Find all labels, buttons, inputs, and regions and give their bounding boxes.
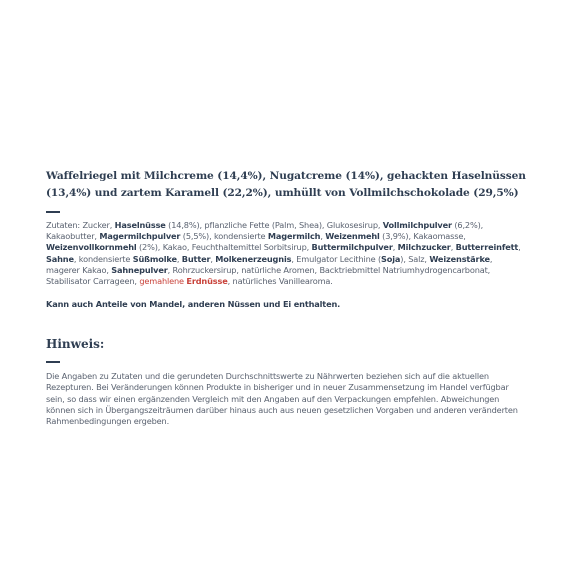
allergen-ingredient: Vollmilchpulver: [382, 220, 452, 230]
allergen-warning-text: gemahlene: [139, 276, 187, 287]
product-info-section: [46, 168, 528, 427]
ingredient-text: ,: [320, 231, 326, 242]
ingredient-text: (6,2%), Kakaobutter,: [46, 220, 484, 242]
allergen-ingredient: Weizenmehl: [325, 231, 380, 242]
allergen-ingredient: Süßmolke: [132, 253, 177, 264]
allergen-ingredient: Magermilch: [267, 231, 321, 242]
ingredient-text: , Emulgator Lecithine (: [291, 253, 382, 264]
allergen-ingredient: Butterreinfett: [455, 242, 519, 253]
title-underline-divider: [46, 211, 60, 213]
allergen-ingredient: Milchzucker: [397, 242, 451, 253]
ingredient-text: , magerer Kakao,: [46, 253, 493, 275]
notice-text: Die Angaben zu Zutaten und die gerundeten Durchschnittswerte zu Nährwerten beziehen sich auf die aktuellen Rezepturen. Bei Veränderungen können Produkte in bisheriger und in neuer Zusammensetzung im Handel verfügbar sein, so dass wir einen ergänzenden Vergleich mit den Angaben auf den Verpackungen empfehlen. Abweichungen können sich in Übergangszeiträumen darüber hinaus auch aus neuen gesetzlichen Vorgaben und anderen veränderten Rahmenbedingungen ergeben.: [46, 371, 518, 427]
ingredient-text: ,: [176, 253, 182, 264]
allergen-ingredient: Weizenvollkornmehl: [46, 242, 137, 253]
allergen-ingredient: Molkenerzeugnis: [215, 253, 292, 264]
ingredient-text: ,: [210, 253, 216, 264]
allergen-ingredient: Buttermilchpulver: [311, 242, 393, 253]
allergen-warning-ingredient: Erdnüsse: [186, 276, 228, 287]
ingredient-text: ,: [392, 242, 398, 253]
allergen-ingredient: Sahne: [46, 253, 74, 264]
ingredient-text: (14,8%), pflanzliche Fette (Palm, Shea), Glukosesirup,: [165, 220, 383, 230]
allergen-ingredient: Weizenstärke: [429, 253, 490, 264]
ingredient-text: , natürliches Vanillearoma.: [227, 276, 333, 287]
ingredient-text: ,: [450, 242, 456, 253]
ingredient-text: , Rohrzuckersirup, natürliche Aromen, Backtriebmittel Natriumhydrogencarbonat, Stabilisator Carrageen,: [46, 264, 491, 287]
allergen-ingredient: Butter: [181, 253, 211, 264]
ingredient-text: (2%), Kakao, Feuchthaltemittel Sorbitsirup,: [136, 242, 312, 253]
allergen-ingredient: Haselnüsse: [114, 220, 166, 230]
allergen-ingredient: Magermilchpulver: [99, 231, 181, 242]
notice-heading: Hinweis:: [46, 337, 105, 352]
allergen-ingredient: Soja: [381, 253, 401, 264]
allergen-trace-note: Kann auch Anteile von Mandel, anderen Nüssen und Ei enthalten.: [46, 299, 341, 310]
ingredient-text: (5,5%), kondensierte: [180, 231, 268, 242]
ingredient-text: , kondensierte: [73, 253, 133, 264]
ingredient-text: ), Salz,: [400, 253, 430, 264]
ingredient-text: Zutaten: Zucker,: [46, 220, 115, 230]
notice-underline-divider: [46, 361, 60, 363]
allergen-ingredient: Sahnepulver: [111, 264, 168, 275]
ingredient-text: (3,9%), Kakaomasse,: [379, 231, 466, 242]
notice-section: [46, 336, 528, 427]
product-title: Waffelriegel mit Milchcreme (14,4%), Nugatcreme (14%), gehackten Haselnüssen (13,4%) und zartem Karamell (22,2%), umhüllt von Vollmilchschokolade (29,5%): [46, 170, 526, 199]
ingredients-list: [46, 220, 528, 287]
ingredient-text: ,: [518, 242, 521, 253]
